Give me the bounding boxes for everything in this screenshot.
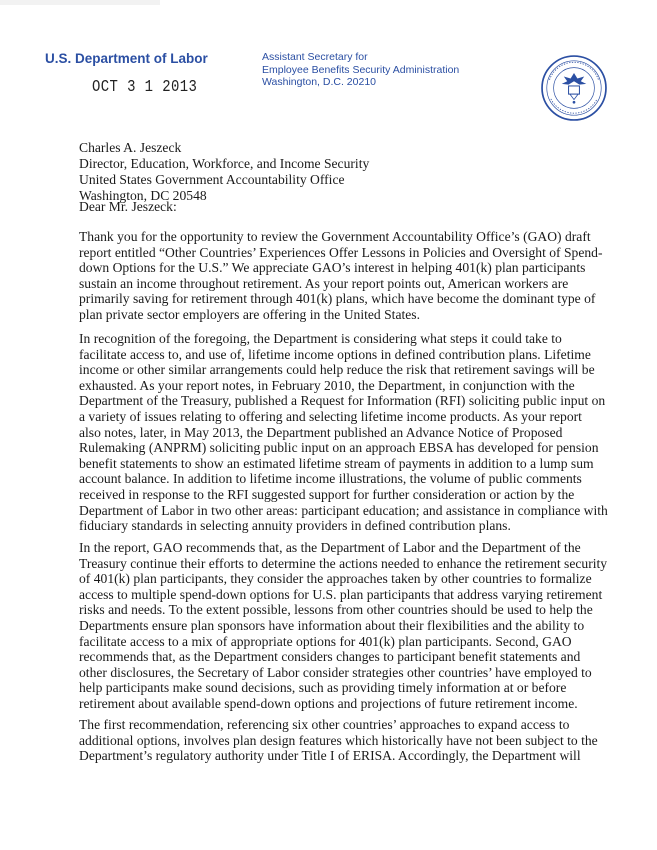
text-line: Departments ensure plan sponsors have information about their flexibilities and the ability to [79,617,585,633]
department-name: U.S. Department of Labor [45,51,208,66]
office-address [262,51,459,89]
text-line: Department of Labor in two other areas: participant education; and assistance in compliance with [79,502,608,518]
text-line: sustain an income throughout retirement. As your report points out, American workers are [79,275,569,291]
text-line: fiduciary standards in selecting annuity providers in defined contribution plans. [79,518,511,534]
recipient-address [79,140,369,204]
paragraph-4 [79,717,598,764]
text-line: plan private sector employers are offering in the United States. [79,306,420,322]
scan-edge-mark [0,0,160,5]
text-line: In recognition of the foregoing, the Department is considering what steps it could take to [79,331,562,346]
text-line: The first recommendation, referencing six other countries’ approaches to expand access to [79,717,570,732]
text-line: account balance. In addition to lifetime income illustrations, the volume of public comments [79,471,582,487]
recipient-organization: United States Government Accountability Office [79,172,345,187]
text-line: report entitled “Other Countries’ Experiences Offer Lessons in Policies and Oversight of Spend- [79,244,603,260]
text-line: recommends that, as the Department considers changes to participant benefit statements and [79,649,581,665]
text-line: Department of the Treasury, published a Request for Information (RFI) soliciting public input on [79,393,606,409]
text-line: access to multiple spend-down options for U.S. plan participants that address varying retirement [79,586,603,602]
text-line: a variety of issues relating to offering and selecting lifetime income products. As your report [79,408,582,424]
recipient-name: Charles A. Jeszeck [79,140,182,155]
paragraph-2 [79,331,608,534]
text-line: of 401(k) plan participants, they consider the approaches taken by other countries to formalize [79,571,592,587]
date-stamp: OCT 3 1 2013 [92,78,198,97]
text-line: Department’s regulatory authority under Title I of ERISA. Accordingly, the Department will [79,748,581,764]
text-line: other disclosures, the Secretary of Labor consider strategies other countries’ have employed to [79,664,592,680]
salutation: Dear Mr. Jeszeck: [79,199,177,214]
text-line: income or other similar arrangements could help reduce the risk that retirement savings will be [79,362,595,378]
recipient-city: Washington, DC 20548 [79,188,207,203]
text-line: facilitate access to, and use of, lifetime income options in defined contribution plans. Lifetime [79,346,591,362]
office-line: Washington, D.C. 20210 [262,76,377,88]
text-line: exhausted. As your report notes, in February 2010, the Department, in conjunction with the [79,377,575,393]
text-line: additional options, involves plan design features which historically have not been subject to the [79,732,598,748]
text-line: Rulemaking (ANPRM) soliciting public input on an approach EBSA has developed for pension [79,440,599,456]
text-line: retirement about available spend-down options and projections of future retirement income. [79,695,578,711]
text-line: also notes, later, in May 2013, the Department published an Advance Notice of Proposed [79,424,563,440]
paragraph-1 [79,229,603,323]
recipient-title: Director, Education, Workforce, and Income Security [79,156,370,171]
text-line: down Options for the U.S.” We appreciate GAO’s interest in helping 401(k) plan participants [79,260,586,276]
text-line: facilitate access to a mix of appropriate options for 401(k) plan participants. Second, GAO [79,633,572,649]
office-line: Employee Benefits Security Administration [262,63,460,76]
text-line: help participants make sound decisions, such as providing timely information at or before [79,680,567,696]
text-line: Thank you for the opportunity to review the Government Accountability Office’s (GAO) draft [79,229,591,244]
department-of-labor-seal-icon [540,54,608,122]
office-line: Assistant Secretary for [262,51,368,63]
text-line: primarily saving for retirement through 401(k) plans, which have become the dominant type of [79,291,596,307]
text-line: risks and needs. To the extent possible, lessons from other countries should be used to help the [79,602,593,618]
text-line: received in response to the RFI suggested support for further consideration or action by the [79,486,575,502]
text-line: In the report, GAO recommends that, as the Department of Labor and the Department of the [79,540,581,555]
paragraph-3 [79,540,608,712]
text-line: benefit statements to show an estimated lifetime stream of payments in addition to a lump sum [79,455,594,471]
text-line: Treasury continue their efforts to determine the actions needed to enhance the retirement security [79,555,608,571]
